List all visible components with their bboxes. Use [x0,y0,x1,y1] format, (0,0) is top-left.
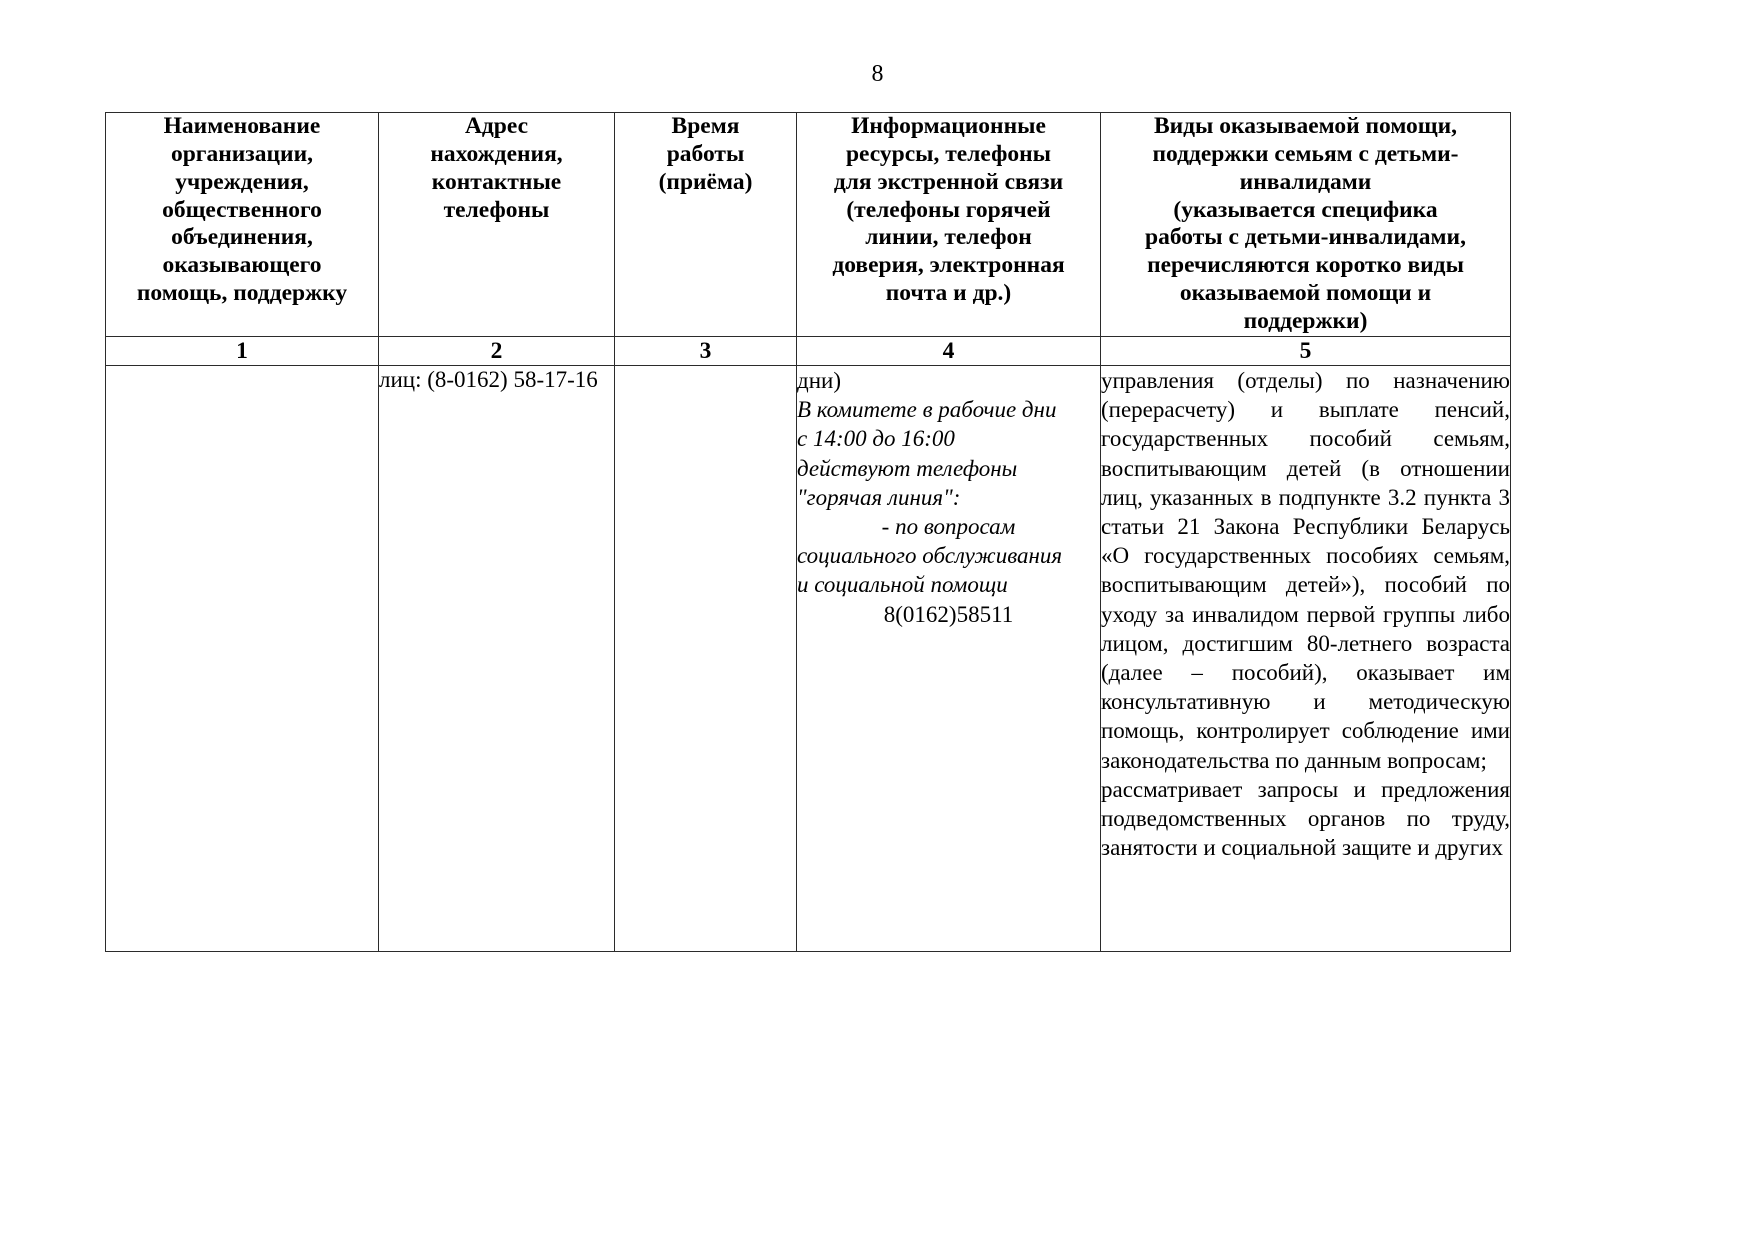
header-line: учреждения, [175,168,309,195]
info-line-italic: "горячая линия": [797,484,961,510]
info-line-italic: с 14:00 до 16:00 [797,426,955,452]
info-line-italic-indent: - по вопросам [881,513,1016,539]
header-line: Виды оказываемой помощи, [1153,113,1458,139]
cell-working-hours [615,365,797,951]
header-line: (телефоны горячей [846,196,1051,223]
column-number-row [106,336,1511,365]
cell-address-phones [379,365,615,951]
cell-assistance-types [1101,365,1511,951]
header-line: работы с детьми-инвалидами, [1145,224,1466,251]
contact-phone-text: лиц: (8-0162) 58-17-16 [379,366,598,392]
header-line: оказывающего [162,252,322,279]
header-line: телефоны [443,196,550,223]
header-line: организации, [170,140,313,167]
assistance-paragraph-2: рассматривает запросы и предложения подведомственных органов по труду, занятости и социальной защите и других [1101,776,1510,861]
info-line-italic-indent: социального обслуживания [797,543,1063,569]
header-working-hours [615,113,797,337]
column-number-3: 3 [615,336,797,365]
header-line: поддержки семьям с детьми- [1152,140,1459,167]
assistance-paragraph-1: управления (отделы) по назначению (перерасчету) и выплате пенсий, государственных пособий семьям, воспитывающим детей (в отношении лиц, указанных в подпункте 3.2 пункта 3 статьи 21 Закона Республики Беларусь «О государственных пособиях семьям, воспитывающим детей»), пособий по уходу за инвалидом первой группы либо лицом, достигшим 80-летнего возраста (далее – пособий), оказывает им консультативную и методическую помощь, контролирует соблюдение ими законодательства по данным вопросам; [1101,367,1510,773]
info-line-italic: действуют телефоны [797,455,1018,481]
info-line-italic-indent: и социальной помощи [797,572,1008,598]
header-organization-name [106,113,379,337]
assistance-table-container [105,112,1510,952]
table-row [106,365,1511,951]
header-line: Адрес [464,113,529,139]
header-line: общественного [162,196,322,223]
assistance-table [105,112,1511,952]
header-line: контактные [431,168,562,195]
column-number-5: 5 [1101,336,1511,365]
header-line: доверия, электронная [832,252,1065,279]
header-line: Информационные [851,113,1046,139]
header-line: поддержки) [1243,307,1368,334]
header-line: Наименование [163,113,321,139]
cell-info-resources [797,365,1101,951]
assistance-types-text [1101,366,1510,862]
page-number: 8 [871,61,884,87]
info-line-plain: дни) [797,367,841,393]
header-line: нахождения, [430,140,563,167]
column-number-4: 4 [797,336,1101,365]
header-address-phones [379,113,615,337]
info-line-italic: В комитете в рабочие дни [797,397,1057,423]
header-line: (приёма) [658,168,753,195]
info-resources-text [797,366,1100,629]
header-info-resources [797,113,1101,337]
column-number-1: 1 [106,336,379,365]
header-line: почта и др.) [885,280,1012,307]
header-line: объединения, [171,224,313,251]
header-line: помощь, поддержку [136,280,348,307]
cell-organization-name [106,365,379,951]
header-line: работы [666,140,745,167]
header-line: инвалидами [1239,168,1372,195]
header-assistance-types [1101,113,1511,337]
header-line: линии, телефон [865,224,1032,251]
hotline-phone-number: 8(0162)58511 [883,601,1014,627]
header-line: Время [671,113,740,139]
header-line: (указывается специфика [1173,196,1438,223]
header-line: оказываемой помощи и [1179,280,1432,307]
header-line: перечисляются коротко виды [1147,252,1464,279]
header-line: ресурсы, телефоны [845,140,1052,167]
header-line: для экстренной связи [833,168,1064,195]
column-number-2: 2 [379,336,615,365]
table-header-row [106,113,1511,337]
